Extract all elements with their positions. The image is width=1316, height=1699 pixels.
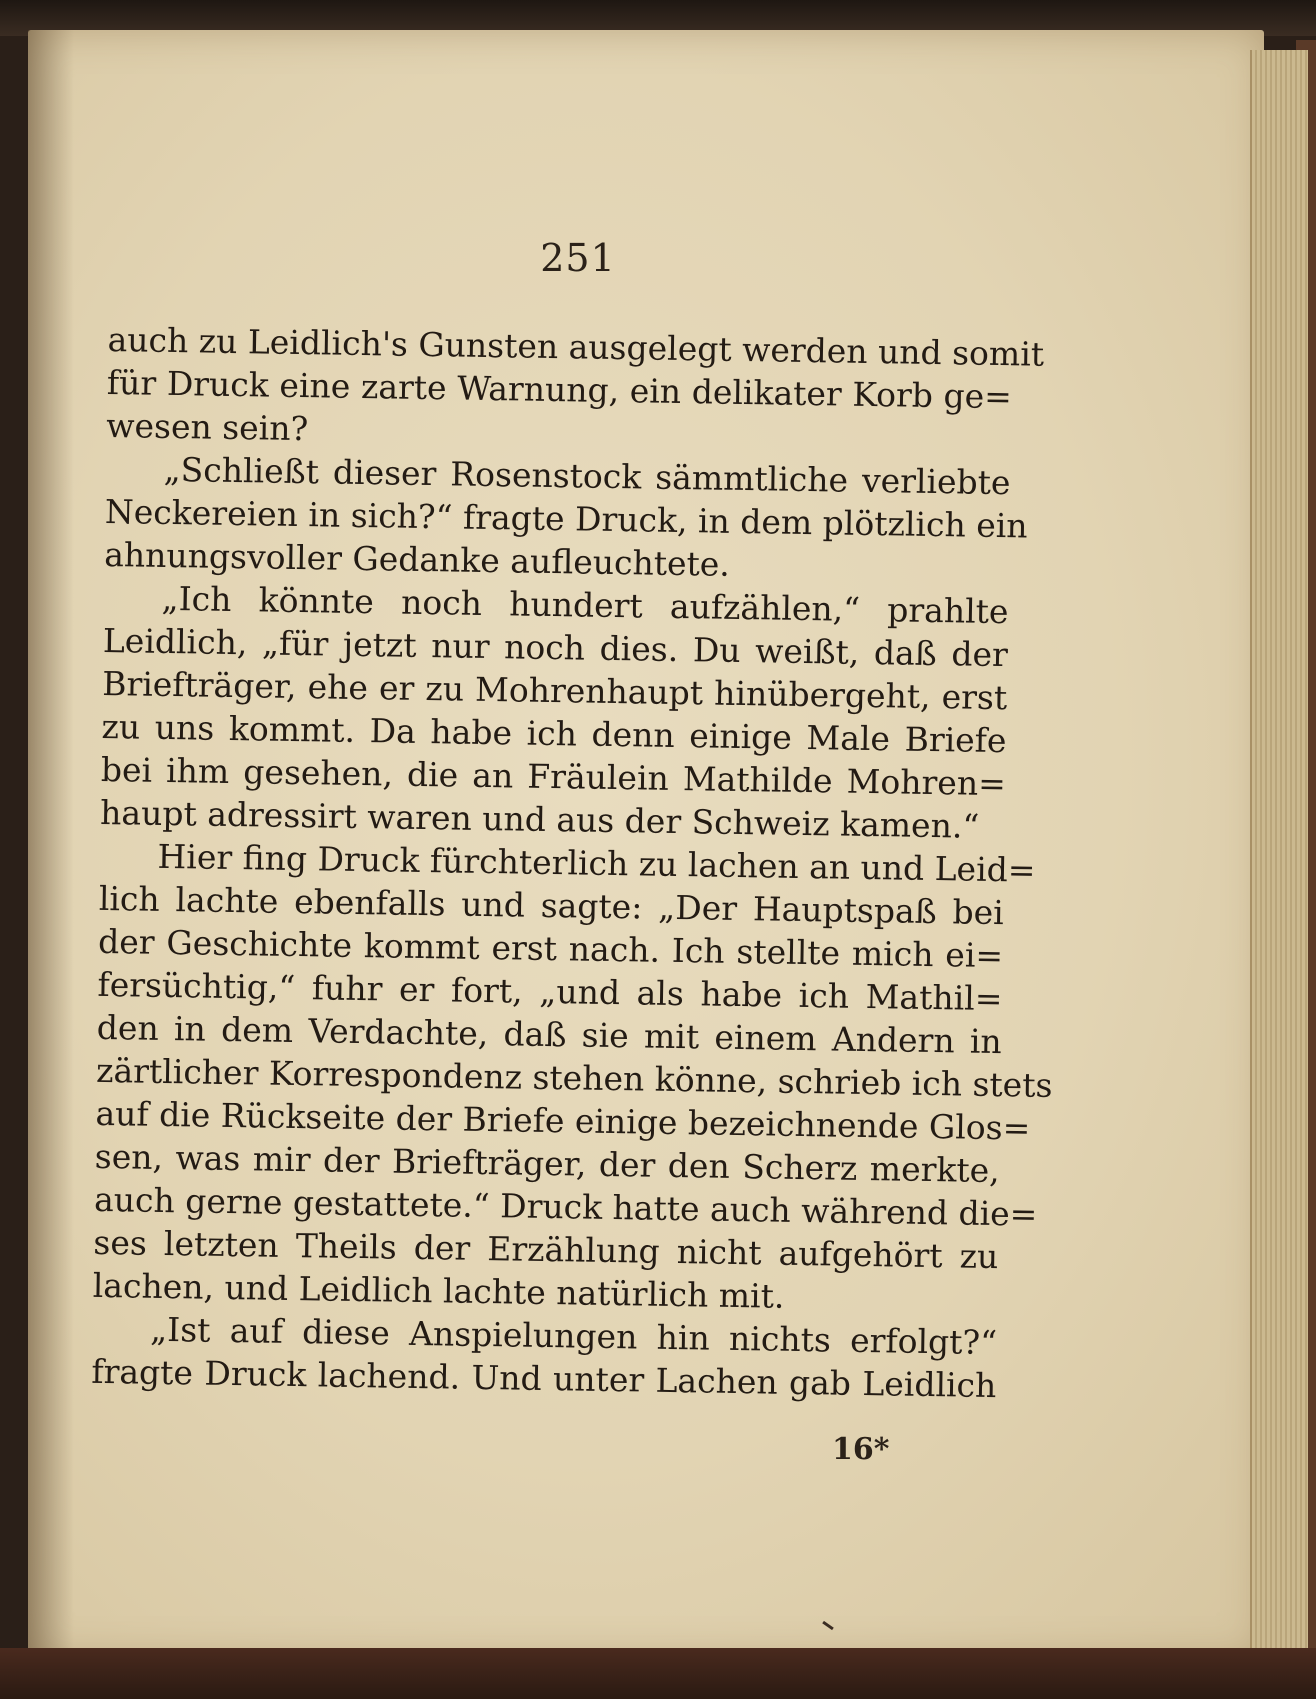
text-line: fersüchtig,“ fuhr er fort, „und als habe ich Mathil= bbox=[97, 964, 1003, 1019]
text-line: lachen, und Leidlich lachte natürlich mit. bbox=[92, 1265, 785, 1316]
book-cover-bottom bbox=[0, 1648, 1316, 1699]
text-line: der Geschichte kommt erst nach. Ich stellte mich ei= bbox=[97, 921, 1004, 976]
text-line: „Ist auf diese Anspielungen hin nichts erfolgt?“ bbox=[149, 1309, 998, 1363]
text-line: bei ihm gesehen, die an Fräulein Mathilde Mohren= bbox=[100, 749, 1007, 804]
page-number: 251 bbox=[540, 236, 616, 280]
text-line: lich lachte ebenfalls und sagte: „Der Hauptspaß bei bbox=[98, 878, 1005, 933]
text-line: auch zu Leidlich's Gunsten ausgelegt werden und somit bbox=[107, 319, 1045, 374]
text-line: „Schließt dieser Rosenstock sämmtliche verliebte bbox=[163, 449, 1011, 503]
text-line: fragte Druck lachend. Und unter Lachen gab Leidlich bbox=[91, 1351, 997, 1406]
text-line: Leidlich, „für jetzt nur noch dies. Du weißt, daß der bbox=[102, 620, 1009, 675]
text-line: den in dem Verdachte, daß sie mit einem Andern in bbox=[96, 1007, 1003, 1062]
page-fore-edge bbox=[1250, 50, 1308, 1650]
text-line: „Ich könnte noch hundert aufzählen,“ prahlte bbox=[161, 578, 1009, 632]
text-line: auch gerne gestattete.“ Druck hatte auch während die= bbox=[93, 1179, 1038, 1234]
text-line: Neckereien in sich?“ fragte Druck, in dem plötzlich ein bbox=[104, 491, 1028, 546]
text-line: haupt adressirt waren und aus der Schweiz kamen.“ bbox=[99, 792, 980, 846]
text-line: zu uns kommt. Da habe ich denn einige Male Briefe bbox=[101, 706, 1007, 761]
text-line: sen, was mir der Briefträger, der den Scherz merkte, bbox=[94, 1136, 1001, 1191]
text-line: ahnungsvoller Gedanke aufleuchtete. bbox=[103, 534, 731, 584]
text-line: wesen sein? bbox=[106, 405, 309, 449]
body-text bbox=[91, 318, 1053, 1407]
text-line: zärtlicher Korrespondenz stehen könne, schrieb ich stets bbox=[95, 1050, 1053, 1105]
text-line: für Druck eine zarte Warnung, ein delikater Korb ge= bbox=[106, 362, 1013, 417]
text-line: Briefträger, ehe er zu Mohrenhaupt hinübergeht, erst bbox=[101, 663, 1008, 718]
text-line: ses letzten Theils der Erzählung nicht aufgehört zu bbox=[93, 1222, 999, 1277]
text-line: Hier fing Druck fürchterlich zu lachen an und Leid= bbox=[157, 836, 1036, 890]
signature-mark: 16* bbox=[832, 1432, 890, 1467]
text-line: auf die Rückseite der Briefe einige bezeichnende Glos= bbox=[95, 1093, 1031, 1148]
